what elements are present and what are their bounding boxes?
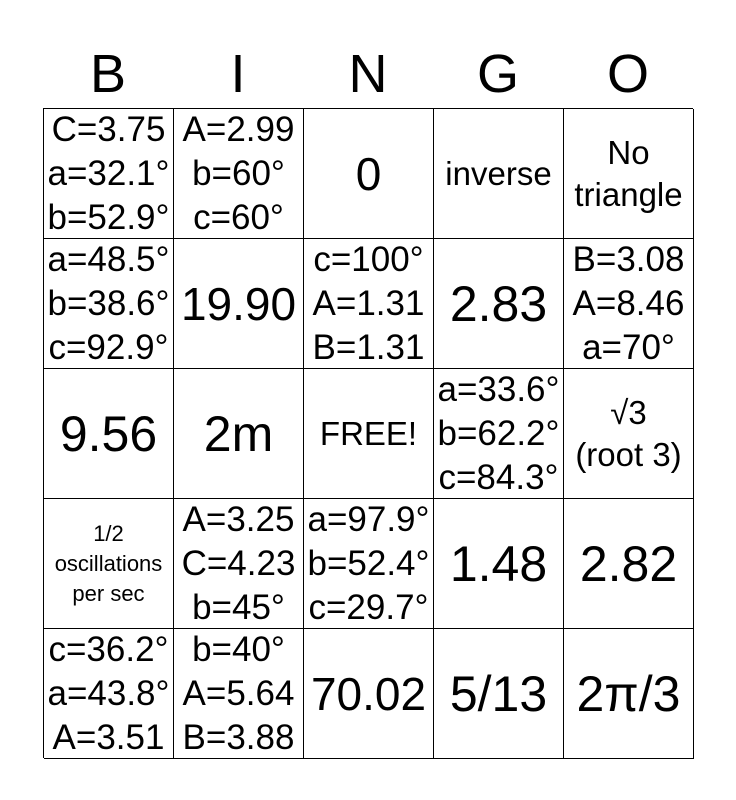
cell-text: a=48.5° b=38.6° c=92.9° (47, 239, 170, 367)
bingo-cell[interactable] (174, 629, 304, 759)
bingo-cell[interactable] (434, 499, 564, 629)
cell-text: a=33.6° b=62.2° c=84.3° (437, 369, 560, 497)
cell-text: 70.02 (310, 667, 427, 720)
cell-text: 5/13 (449, 665, 548, 722)
cell-text: C=3.75 a=32.1° b=52.9° (47, 109, 170, 237)
bingo-cell[interactable] (434, 369, 564, 499)
bingo-cell[interactable] (304, 629, 434, 759)
bingo-cell[interactable] (434, 629, 564, 759)
header-letter-o: O (606, 44, 649, 104)
bingo-cell[interactable] (174, 499, 304, 629)
cell-text: 1.48 (449, 535, 548, 592)
cell-text: c=36.2° a=43.8° A=3.51 (47, 629, 170, 757)
bingo-header (43, 40, 693, 108)
cell-text: 2.83 (449, 275, 548, 332)
cell-text: √3 (root 3) (575, 393, 682, 473)
free-space-label: FREE! (319, 414, 418, 452)
cell-text: 19.90 (180, 277, 297, 330)
cell-text: c=100° A=1.31 B=1.31 (312, 239, 425, 367)
bingo-cell[interactable] (564, 109, 694, 239)
bingo-cell[interactable] (44, 499, 174, 629)
free-space-cell[interactable] (304, 369, 434, 499)
bingo-cell[interactable] (564, 239, 694, 369)
header-letter-i: I (230, 44, 246, 104)
bingo-cell[interactable] (44, 239, 174, 369)
cell-text: 9.56 (59, 405, 158, 462)
cell-text: B=3.08 A=8.46 a=70° (572, 239, 685, 367)
cell-text: 0 (355, 147, 382, 200)
cell-text: 2π/3 (576, 665, 681, 722)
bingo-cell[interactable] (434, 239, 564, 369)
cell-text: A=3.25 C=4.23 b=45° (181, 499, 296, 627)
cell-text: 1/2 oscillations per sec (54, 520, 163, 606)
header-letter-g: G (476, 44, 519, 104)
header-letter-n: N (348, 44, 388, 104)
cell-text: 2.82 (579, 535, 678, 592)
cell-text: No triangle (574, 133, 683, 213)
cell-text: A=2.99 b=60° c=60° (182, 109, 295, 237)
bingo-cell[interactable] (44, 109, 174, 239)
bingo-cell[interactable] (304, 499, 434, 629)
header-letter-b: B (89, 44, 127, 104)
bingo-cell[interactable] (174, 369, 304, 499)
bingo-cell[interactable] (174, 109, 304, 239)
bingo-cell[interactable] (564, 499, 694, 629)
bingo-cell[interactable] (304, 239, 434, 369)
bingo-cell[interactable] (174, 239, 304, 369)
bingo-cell[interactable] (564, 629, 694, 759)
bingo-cell[interactable] (304, 109, 434, 239)
bingo-cell[interactable] (44, 629, 174, 759)
bingo-cell[interactable] (44, 369, 174, 499)
cell-text: 2m (203, 405, 274, 462)
bingo-cell[interactable] (434, 109, 564, 239)
cell-text: b=40° A=5.64 B=3.88 (182, 629, 295, 757)
bingo-board (43, 108, 693, 758)
cell-text: a=97.9° b=52.4° c=29.7° (307, 499, 430, 627)
cell-text: inverse (445, 154, 552, 192)
bingo-cell[interactable] (564, 369, 694, 499)
